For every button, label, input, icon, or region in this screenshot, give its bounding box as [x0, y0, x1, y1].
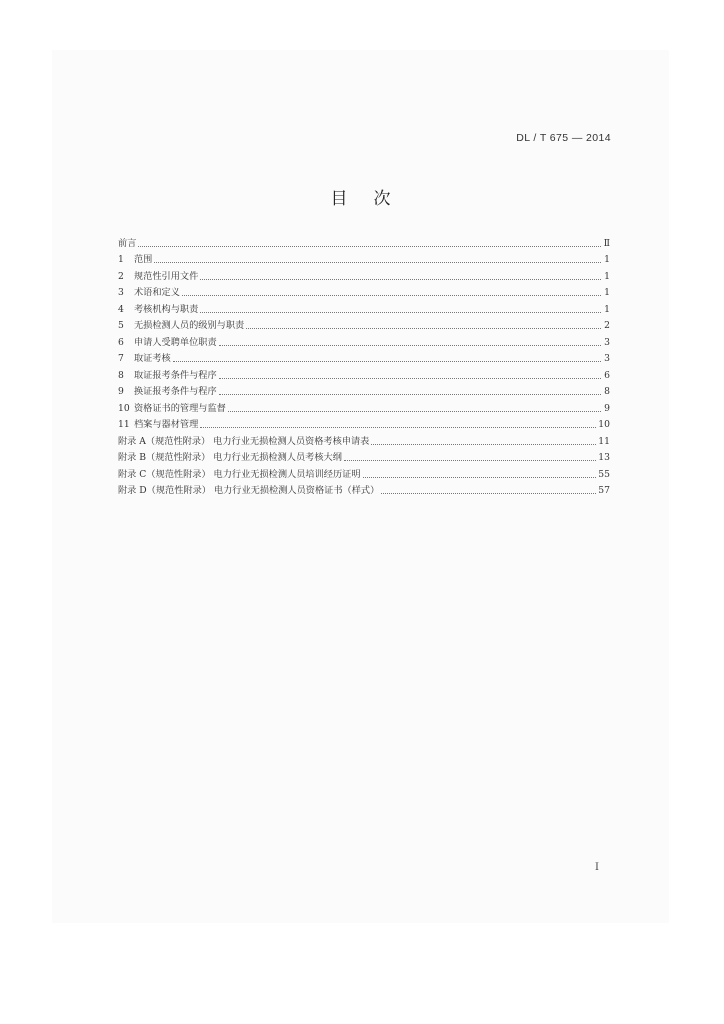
toc-entry-label: 附录 D（规范性附录） 电力行业无损检测人员资格证书（样式）: [118, 485, 380, 496]
toc-entry-number: 11: [118, 419, 130, 430]
toc-entry-label: 档案与器材管理: [134, 419, 199, 430]
toc-entry-page: 1: [604, 254, 610, 265]
toc-entry-page: 10: [598, 419, 610, 430]
toc-entry-page: 11: [598, 435, 610, 447]
toc-entry-1[interactable]: [118, 250, 610, 267]
toc-entry-number: 10: [118, 402, 130, 414]
document-page: [52, 50, 669, 923]
toc-entry-label: 资格证书的管理与监督: [134, 402, 226, 414]
toc-leader-dots: [219, 345, 601, 346]
toc-entry-label: 术语和定义: [134, 287, 180, 298]
toc-entry-9[interactable]: [118, 382, 610, 399]
toc-leader-dots: [363, 477, 597, 478]
toc-entry-number: 2: [118, 270, 124, 282]
toc-entry-5[interactable]: [118, 316, 610, 333]
toc-entry-6[interactable]: [118, 332, 610, 349]
toc-leader-dots: [228, 411, 601, 412]
toc-entry-label: 申请人受聘单位职责: [134, 336, 217, 348]
toc-leader-dots: [219, 378, 601, 379]
toc-entry-label: 附录 C（规范性附录） 电力行业无损检测人员培训经历证明: [118, 468, 361, 480]
toc-entry-page: 3: [604, 336, 610, 348]
toc-leader-dots: [371, 444, 596, 445]
toc-leader-dots: [219, 394, 601, 395]
toc-entry-label: 取证报考条件与程序: [134, 369, 217, 381]
toc-entry-appendix-c[interactable]: [118, 464, 610, 481]
toc-entry-number: 9: [118, 386, 124, 397]
toc-leader-dots: [154, 262, 601, 263]
toc-entry-page: 1: [604, 303, 610, 315]
toc-entry-7[interactable]: [118, 349, 610, 366]
toc-leader-dots: [200, 427, 596, 428]
toc-entry-label: 规范性引用文件: [134, 270, 199, 282]
toc-entry-label: 附录 B（规范性附录） 电力行业无损检测人员考核大纲: [118, 452, 342, 463]
toc-entry-10[interactable]: [118, 398, 610, 415]
toc-leader-dots: [344, 460, 596, 461]
toc-entry-label: 范围: [134, 254, 153, 265]
toc-entry-page: 55: [598, 468, 610, 480]
toc-entry-page: 2: [604, 320, 610, 331]
toc-entry-number: 4: [118, 303, 124, 315]
toc-leader-dots: [381, 493, 596, 494]
toc-entry-label: 附录 A（规范性附录） 电力行业无损检测人员资格考核申请表: [118, 435, 370, 447]
table-of-contents: [118, 233, 610, 497]
toc-entry-8[interactable]: [118, 365, 610, 382]
toc-entry-page: 8: [604, 386, 610, 397]
toc-entry-label: 考核机构与职责: [134, 303, 199, 315]
toc-entry-appendix-b[interactable]: [118, 448, 610, 465]
page-number: I: [595, 862, 599, 873]
toc-entry-number: 8: [118, 369, 124, 381]
toc-entry-page: Ⅱ: [603, 237, 610, 249]
toc-entry-label: 换证报考条件与程序: [134, 386, 217, 397]
toc-leader-dots: [173, 361, 601, 362]
toc-entry-number: 7: [118, 353, 124, 364]
toc-entry-appendix-a[interactable]: [118, 431, 610, 448]
toc-entry-page: 1: [604, 270, 610, 282]
toc-entry-number: 5: [118, 320, 124, 331]
toc-entry-page: 9: [604, 402, 610, 414]
toc-leader-dots: [200, 312, 601, 313]
toc-leader-dots: [246, 328, 601, 329]
toc-leader-dots: [200, 279, 601, 280]
toc-entry-number: 3: [118, 287, 124, 298]
toc-entry-page: 13: [598, 452, 610, 463]
toc-entry-foreword[interactable]: [118, 233, 610, 250]
toc-entry-2[interactable]: [118, 266, 610, 283]
toc-entry-appendix-d[interactable]: [118, 481, 610, 498]
toc-title: 目次: [330, 189, 417, 209]
toc-entry-page: 6: [604, 369, 610, 381]
toc-entry-label: 取证考核: [134, 353, 171, 364]
toc-entry-page: 1: [604, 287, 610, 298]
toc-entry-page: 57: [598, 485, 610, 496]
toc-entry-page: 3: [604, 353, 610, 364]
standard-code: DL / T 675 — 2014: [516, 132, 611, 144]
toc-entry-label: 前言: [118, 237, 137, 249]
toc-leader-dots: [138, 246, 601, 247]
toc-entry-label: 无损检测人员的级别与职责: [134, 320, 245, 331]
toc-entry-11[interactable]: [118, 415, 610, 432]
toc-entry-4[interactable]: [118, 299, 610, 316]
toc-leader-dots: [182, 295, 601, 296]
toc-entry-3[interactable]: [118, 283, 610, 300]
toc-entry-number: 1: [118, 254, 124, 265]
toc-entry-number: 6: [118, 336, 124, 348]
